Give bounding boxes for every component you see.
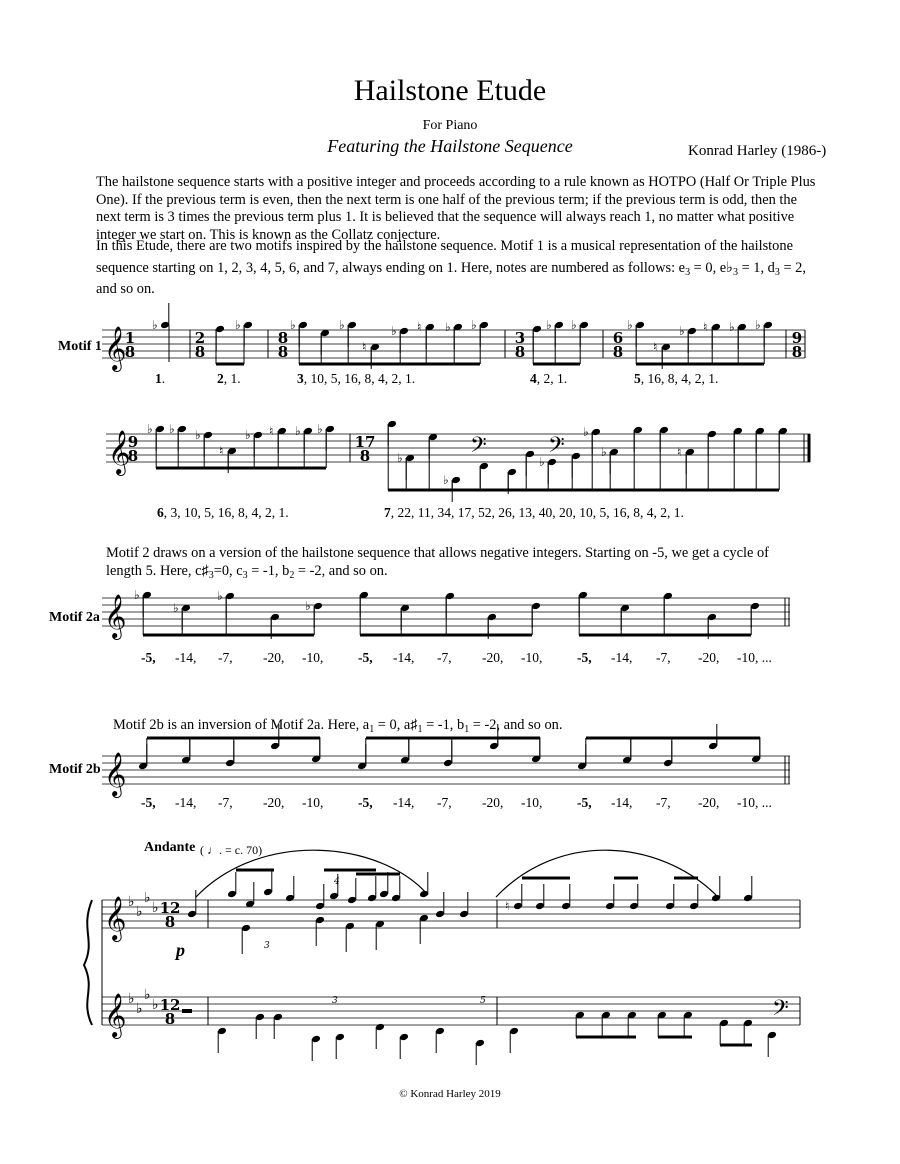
sequence-number: -10, <box>302 795 324 810</box>
accidental: ♮ <box>417 320 422 334</box>
intro-paragraph: The hailstone sequence starts with a positive integer and proceeds according to a rule known as HOTPO (Half Or Triple Plus One). If the previous term is even, then the next term is one half of the previous term; if the previous term is odd, then the next term is 3 times the previous term plus 1. It is believed that the sequence will always reach 1, no matter what positive integer we start on. This is known as the Collatz conjecture. <box>96 174 816 243</box>
piece-title: Hailstone Etude <box>353 74 547 107</box>
motif-explanation-line3: and so on. <box>96 281 155 297</box>
motif2a-label: Motif 2a <box>49 610 100 625</box>
accidental: ♮ <box>703 320 708 334</box>
accidental: ♭ <box>601 445 607 459</box>
sequence-number: -14, <box>175 795 197 810</box>
treble-clef: 𝄞 <box>108 430 131 474</box>
dynamic-piano: p <box>176 940 185 960</box>
bass-clef: 𝄢 <box>548 433 565 463</box>
sequence-number: -5, <box>577 650 592 665</box>
accidental: ♭ <box>755 318 761 332</box>
sequence-number: -20, <box>263 795 285 810</box>
sequence-number: -5, <box>577 795 592 810</box>
key-flat: ♭ <box>152 900 159 916</box>
accidental: ♭ <box>195 428 201 442</box>
sequence-number: -20, <box>482 650 504 665</box>
fingering: 4 <box>334 877 340 887</box>
bass-clef: 𝄢 <box>772 996 789 1026</box>
sequence-number: 7, 22, 11, 34, 17, 52, 26, 13, 40, 20, 10, 5, 16, 8, 4, 2, 1. <box>384 505 684 520</box>
metronome-marking: ( ♩. = c. 70) <box>200 843 263 857</box>
accidental: ♭ <box>679 324 685 338</box>
tempo-marking: Andante <box>144 840 196 855</box>
featuring-line: Featuring the Hailstone Sequence <box>327 136 573 156</box>
time-signature: 12 <box>159 899 181 917</box>
accidental: ♭ <box>583 425 589 439</box>
motif2b-label: Motif 2b <box>49 762 101 777</box>
time-signature: 8 <box>277 329 289 347</box>
accidental: ♭ <box>539 455 545 469</box>
accidental: ♭ <box>546 318 552 332</box>
time-signature: 8 <box>194 343 206 361</box>
sequence-number: 3, 10, 5, 16, 8, 4, 2, 1. <box>297 371 416 386</box>
motif2-intro: Motif 2 draws on a version of the hailstone sequence that allows negative integers. Starting on -5, we get a cycle of length 5. Here, $c♯_3=0$, $c_3 = -1$, $b_2 = -2$, and so on. <box>106 545 769 581</box>
accidental: ♮ <box>677 445 682 459</box>
accidental: ♭ <box>443 473 449 487</box>
motif-explanation-line2: sequence starting on 1, 2, 3, 4, 5, 6, and 7, always ending on 1. Here, notes are numbered as follows: $e_3 = 0$, $e♭_3 = 1$, $d_3 = 2$, <box>96 259 806 278</box>
accidental: ♭ <box>305 599 311 613</box>
sequence-number: -5, <box>141 650 156 665</box>
key-flat: ♭ <box>128 894 135 910</box>
treble-clef: 𝄞 <box>104 993 127 1037</box>
accidental: ♭ <box>290 318 296 332</box>
accidental: ♭ <box>169 422 175 436</box>
accidental: ♭ <box>445 320 451 334</box>
accidental: ♮ <box>362 340 367 354</box>
motif2b-intro: Motif 2b is an inversion of Motif 2a. Here, $a_1 = 0$, $a♯_1 = -1$, $b_1 = -2$, and so on. <box>113 717 563 735</box>
time-signature: 8 <box>124 343 136 361</box>
accidental: ♭ <box>245 428 251 442</box>
accidental: ♮ <box>653 340 658 354</box>
copyright: © Konrad Harley 2019 <box>399 1088 501 1100</box>
sequence-number: -10, <box>521 795 543 810</box>
sequence-number: -7, <box>656 795 671 810</box>
accidental: ♭ <box>317 422 323 436</box>
sequence-number: -10, <box>302 650 324 665</box>
treble-clef: 𝄞 <box>104 594 127 638</box>
whole-rest <box>182 1009 192 1013</box>
treble-clef: 𝄞 <box>104 752 127 796</box>
sequence-number: -5, <box>141 795 156 810</box>
sequence-number: -10, ... <box>737 650 772 665</box>
sequence-number: -14, <box>611 650 633 665</box>
sequence-number: -5, <box>358 795 373 810</box>
accidental: ♮ <box>219 444 224 458</box>
time-signature: 8 <box>164 913 176 931</box>
time-signature: 8 <box>127 447 139 465</box>
fingering: 3 <box>332 996 338 1006</box>
time-signature: 12 <box>159 996 181 1014</box>
accidental: ♭ <box>339 318 345 332</box>
time-signature: 9 <box>127 433 139 451</box>
time-signature: 9 <box>791 329 803 347</box>
composer-credit: Konrad Harley (1986-) <box>688 143 827 159</box>
sequence-number: -7, <box>218 795 233 810</box>
accidental: ♭ <box>235 318 241 332</box>
treble-clef: 𝄞 <box>104 326 127 370</box>
sequence-number: -14, <box>393 650 415 665</box>
key-flat: ♭ <box>136 1001 143 1017</box>
sequence-number: 2, 1. <box>217 371 241 386</box>
accidental: ♭ <box>627 318 633 332</box>
sequence-number: -10, ... <box>737 795 772 810</box>
sequence-number: -5, <box>358 650 373 665</box>
accidental: ♭ <box>147 422 153 436</box>
accidental: ♭ <box>152 318 158 332</box>
motif1-label: Motif 1 <box>58 339 102 354</box>
accidental: ♮ <box>269 424 274 438</box>
sequence-number: -7, <box>437 650 452 665</box>
key-flat: ♭ <box>152 997 159 1013</box>
time-signature: 8 <box>277 343 289 361</box>
time-signature: 6 <box>612 329 624 347</box>
accidental: ♭ <box>134 588 140 602</box>
key-flat: ♭ <box>136 904 143 920</box>
accidental: ♭ <box>471 318 477 332</box>
sequence-number: -14, <box>175 650 197 665</box>
time-signature: 17 <box>354 433 376 451</box>
time-signature: 8 <box>514 343 526 361</box>
bass-clef: 𝄢 <box>470 433 487 463</box>
sequence-number: -20, <box>263 650 285 665</box>
sequence-number: -7, <box>437 795 452 810</box>
time-signature: 1 <box>124 329 136 347</box>
sequence-number: 5, 16, 8, 4, 2, 1. <box>634 371 719 386</box>
sequence-number: 1. <box>155 371 166 386</box>
sequence-number: -20, <box>698 795 720 810</box>
fingering: 5 <box>480 996 486 1006</box>
time-signature: 8 <box>164 1010 176 1028</box>
slur <box>496 850 716 897</box>
key-flat: ♭ <box>128 991 135 1007</box>
sequence-number: -20, <box>698 650 720 665</box>
sequence-number: -7, <box>218 650 233 665</box>
sequence-number: -14, <box>393 795 415 810</box>
accidental: ♭ <box>217 589 223 603</box>
instrument-subtitle: For Piano <box>422 118 478 133</box>
accidental: ♭ <box>729 320 735 334</box>
accidental: ♭ <box>571 318 577 332</box>
accidental: ♭ <box>391 324 397 338</box>
time-signature: 8 <box>612 343 624 361</box>
sequence-number: -7, <box>656 650 671 665</box>
sequence-number: 6, 3, 10, 5, 16, 8, 4, 2, 1. <box>157 505 289 520</box>
key-flat: ♭ <box>144 890 151 906</box>
time-signature: 3 <box>514 329 526 347</box>
treble-clef: 𝄞 <box>104 896 127 940</box>
sequence-number: -14, <box>611 795 633 810</box>
time-signature: 8 <box>791 343 803 361</box>
accidental: ♮ <box>505 899 510 913</box>
accidental: ♭ <box>295 424 301 438</box>
time-signature: 8 <box>359 447 371 465</box>
accidental: ♭ <box>397 451 403 465</box>
time-signature: 2 <box>194 329 206 347</box>
key-flat: ♭ <box>144 987 151 1003</box>
motif-explanation-line1: In this Etude, there are two motifs inspired by the hailstone sequence. Motif 1 is a musical representation of the hailstone <box>96 238 793 254</box>
sequence-number: -20, <box>482 795 504 810</box>
accidental: ♭ <box>173 601 179 615</box>
fingering: 3 <box>264 941 270 951</box>
sequence-number: -10, <box>521 650 543 665</box>
sequence-number: 4, 2, 1. <box>530 371 568 386</box>
brace <box>84 900 92 1025</box>
